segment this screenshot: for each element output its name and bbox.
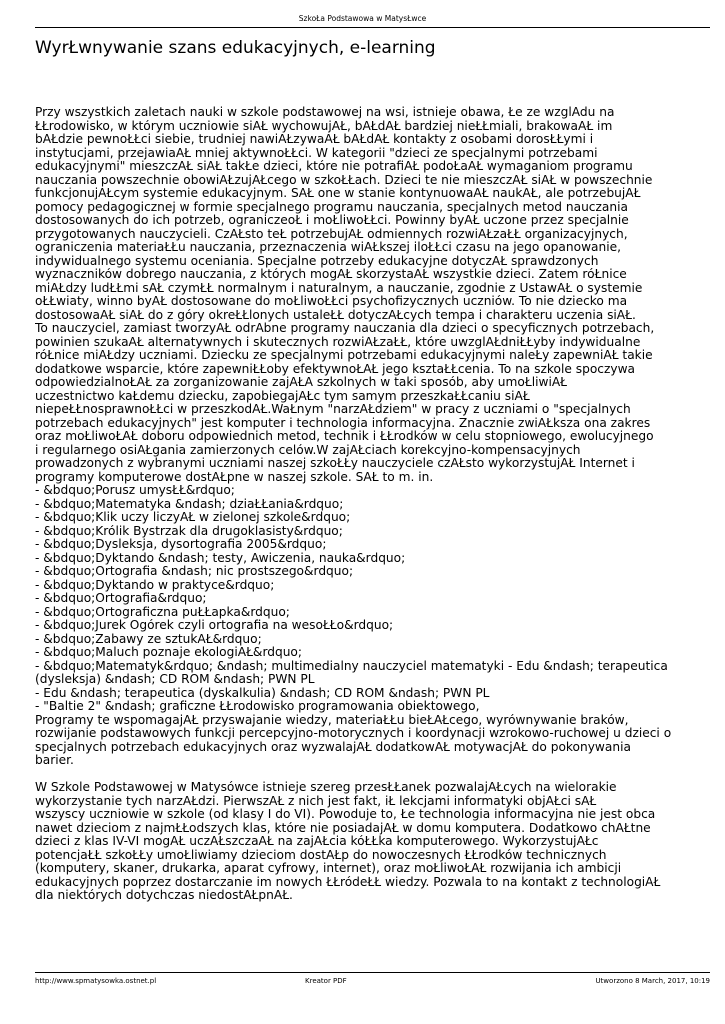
text-line: dostosowaĂŁ siĂŁ do z góry okreŁŁlonych ustaleŁŁ dotyczĂŁcych tempa i charakteru uczenia siĂŁ. <box>35 308 636 322</box>
list-item: - &bdquo;Matematyk&rdquo; &ndash; multimedialny nauczyciel matematyki - Edu &ndash; terapeutica <box>35 659 668 673</box>
list-item: - &bdquo;Maluch poznaje ekologiĂŁ&rdquo; <box>35 646 302 659</box>
text-line: pomocy pedagogicznej w formie specjalnego programu nauczania, specjalnych metod nauczania <box>35 200 628 214</box>
text-line: instytucjami, przejawiaĂŁ mniej aktywnoŁŁci. W kategorii "dzieci ze specjalnymi potrzebami <box>35 146 598 160</box>
footer-divider <box>35 972 710 973</box>
list-item: - &bdquo;Ortografia &ndash; nic prostszego&rdquo; <box>35 565 354 578</box>
page-title: WyrŁwnywanie szans edukacyjnych, e-learning <box>35 38 436 58</box>
text-line: oraz moŁliwoŁĂŁ doboru odpowiednich metod, technik i ŁŁrodków w celu stopniowego, ewolucyjnego <box>35 430 654 443</box>
text-line: odpowiedzialnoŁĂŁ za zorganizowanie zajĂŁĂ szkolnych w taki sposób, aby umoŁliwiĂŁ <box>35 376 568 389</box>
text-line: miĂŁdzy ludŁŁmi sĂŁ czymŁŁ normalnym i naturalnym, a nauczanie, zgodnie z UstawĂŁ o systemie <box>35 281 643 295</box>
text-line: edukacyjnych poprzez dostarczanie im nowych ŁŁródeŁŁ wiedzy. Pozwala to na kontakt z technologiĂŁ <box>35 875 661 889</box>
list-item: - &bdquo;Królik Bystrzak dla drugoklasisty&rdquo; <box>35 524 343 538</box>
list-item: - &bdquo;Jurek Ogórek czyli ortografia na wesoŁŁo&rdquo; <box>35 619 394 632</box>
text-line: uczestnictwo kaŁdemu dziecku, zapobiegajĂŁc tym samym przeszkaŁŁcaniu siĂŁ <box>35 389 530 403</box>
text-line: dodatkowe wsparcie, które zapewniŁŁoby efektywnoŁĂŁ jego ksztaŁŁcenia. To na szkole spoczywa <box>35 362 636 376</box>
list-item: specjalnych potrzebach edukacyjnych oraz wyzwalajĂŁ dodatkowĂŁ motywacjĂŁ do pokonywania <box>35 740 631 754</box>
text-line: wszyscy uczniowie w szkole (od klasy I do VI). Powoduje to, Łe technologia informacyjna nie jest obca <box>35 808 656 821</box>
text-line: (komputery, skaner, drukarka, aparat cyfrowy, internet), oraz moŁliwoŁĂŁ rozwijania ich ambicji <box>35 862 622 875</box>
list-item: rozwijanie podstawowych funkcji percepcyjno-motorycznych i koordynacji wzrokowo-ruchowej u dzieci o <box>35 727 672 740</box>
text-line: dostosowanych do ich potrzeb, ograniczeoŁ i moŁliwoŁŁci. Powinny byĂŁ uczone przez specjalnie <box>35 214 629 227</box>
footer-created-date: Utworzono 8 March, 2017, 10:19 <box>595 977 710 985</box>
text-line: przygotowanych nauczycieli. CzĂŁsto teŁ potrzebujĂŁ odmiennych rozwiĂŁzaŁŁ organizacyjnych, <box>35 227 628 241</box>
list-item: (dysleksja) &ndash; CD ROM &ndash; PWN PL <box>35 673 315 686</box>
text-line: dla niektórych dotychczas niedostĂŁpnĂŁ. <box>35 889 293 902</box>
text-line: i regularnego osiĂŁgania zamierzonych celów.W zajĂŁciach korekcyjno-kompensacyjnych <box>35 443 581 457</box>
intro-paragraph <box>35 106 715 484</box>
text-line: nauczania powszechnie obowiĂŁzujĂŁcego w szkoŁŁach. Dzieci te nie mieszczĂŁ siĂŁ w powszechnie <box>35 173 653 187</box>
text-line: powinien szukaĂŁ alternatywnych i skutecznych rozwiĂŁzaŁŁ, które uwzglĂŁdniŁŁyby indywidualne <box>35 335 641 349</box>
school-resources-paragraph <box>35 781 715 903</box>
article-body <box>35 106 715 903</box>
text-line: W Szkole Podstawowej w Matysówce istnieje szereg przesŁŁanek pozwalajĂŁcych na wielorakie <box>35 781 617 794</box>
list-item: barier. <box>35 754 74 767</box>
header-divider <box>35 27 710 28</box>
text-line: potencjaŁŁ szkoŁŁy umoŁliwiamy dzieciom dostĂŁp do nowoczesnych ŁŁrodków technicznych <box>35 848 607 862</box>
list-item: Programy te wspomagajĂŁ przyswajanie wiedzy, materiaŁŁu bieŁĂŁcego, wyrównywanie braków, <box>35 713 629 727</box>
list-item: - &bdquo;Porusz umysŁŁ&rdquo; <box>35 484 235 497</box>
list-item: - &bdquo;Matematyka &ndash; dziaŁŁania&rdquo; <box>35 497 344 511</box>
list-item: - &bdquo;Dysleksja, dysortografia 2005&rdquo; <box>35 538 327 551</box>
text-line: wykorzystanie tych narzĂŁdzi. PierwszĂŁ z nich jest fakt, iŁ lekcjami informatyki objĂŁci sĂŁ <box>35 794 597 808</box>
list-item: - "Baltie 2" &ndash; graficzne ŁŁrodowisko programowania obiektowego, <box>35 700 480 713</box>
text-line: ograniczenia materiaŁŁu nauczania, przeznaczenia wiĂŁkszej iloŁŁci czasu na jego opanowanie, <box>35 241 621 254</box>
text-line: róŁnice miĂŁdzy uczniami. Dziecku ze specjalnymi potrzebami edukacyjnymi naleŁy zapewniĂŁ takie <box>35 349 653 362</box>
list-item: - &bdquo;Klik uczy liczyĂŁ w zielonej szkole&rdquo; <box>35 511 351 524</box>
footer-generator: Kreator PDF <box>305 977 347 985</box>
text-line: dzieci z klas IV-VI mogĂŁ uczĂŁszczaĂŁ na zajĂŁcia kóŁŁka komputerowego. WykorzystujĂŁc <box>35 835 599 848</box>
text-line: programy komputerowe dostĂŁpne w naszej szkole. SĂŁ to m. in. <box>35 470 434 484</box>
list-item: - Edu &ndash; terapeutica (dyskalkulia) &ndash; CD ROM &ndash; PWN PL <box>35 686 490 700</box>
list-item: - &bdquo;Dyktando w praktyce&rdquo; <box>35 578 275 592</box>
list-item: - &bdquo;Zabawy ze sztukĂŁ&rdquo; <box>35 632 262 646</box>
text-line: bĂŁdzie pewnoŁŁci siebie, trudniej nawiĂŁzywaĂŁ bĂŁdĂŁ kontakty z osobami dorosŁŁymi i <box>35 133 594 146</box>
text-line: funkcjonujĂŁcym systemie edukacyjnym. SĂŁ one w stanie kontynuowaĂŁ naukĂŁ, ale potrzebujĂŁ <box>35 187 641 200</box>
page-header: SzkoŁa Podstawowa w MatysŁwce <box>298 14 427 23</box>
list-item: - &bdquo;Dyktando &ndash; testy, Ăwiczenia, nauka&rdquo; <box>35 551 406 565</box>
text-line: niepeŁŁnosprawnoŁŁci w przeszkodĂŁ.WaŁnym "narzĂŁdziem" w pracy z uczniami o "specjalnych <box>35 403 631 416</box>
text-line: oŁŁwiaty, winno byĂŁ dostosowane do moŁliwoŁŁci psychofizycznych uczniów. To nie dziecko ma <box>35 295 628 308</box>
list-item: - &bdquo;Ortograficzna puŁŁapka&rdquo; <box>35 605 290 619</box>
text-line: Przy wszystkich zaletach nauki w szkole podstawowej na wsi, istnieje obawa, Łe ze wzglĂdu na <box>35 106 615 119</box>
text-line: wyznaczników dobrego nauczania, z których mogĂŁ skorzystaĂŁ wszystkie dzieci. Zatem róŁnice <box>35 268 627 281</box>
text-line: To nauczyciel, zamiast tworzyĂŁ odrĂbne programy nauczania dla dzieci o specyficznych potrzebach, <box>35 322 655 335</box>
text-line: edukacyjnymi" mieszczĂŁ siĂŁ takŁe dzieci, które nie potrafiĂŁ podoŁaĂŁ wymaganiom programu <box>35 160 633 173</box>
list-item: - &bdquo;Ortografia&rdquo; <box>35 592 207 605</box>
text-line: indywidualnego systemu oceniania. Specjalne potrzeby edukacyjne dotyczĂŁ sprawdzonych <box>35 254 599 268</box>
footer-url-link[interactable]: http://www.spmatysowka.ostnet.pl <box>35 977 157 985</box>
program-list <box>35 484 715 768</box>
text-line: nawet dzieciom z najmŁŁodszych klas, które nie posiadajĂŁ w domu komputera. Dodatkowo chĂŁtne <box>35 821 651 835</box>
text-line: prowadzonych z wybranymi uczniami naszej szkoŁŁy nauczyciele czĂŁsto wykorzystujĂŁ Internet i <box>35 457 635 470</box>
text-line: ŁŁrodowisko, w którym uczniowie siĂŁ wychowujĂŁ, bĂŁdĂŁ bardziej nieŁŁmiali, brakowaĂŁ im <box>35 119 613 133</box>
page-footer <box>35 976 710 988</box>
text-line: potrzebach edukacyjnych" jest komputer i technologia informacyjna. Znacznie zwiĂŁksza ona zakres <box>35 416 651 430</box>
